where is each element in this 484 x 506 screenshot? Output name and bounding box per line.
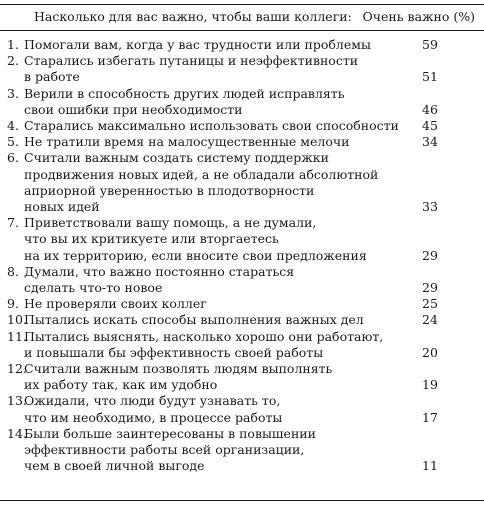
table-row bbox=[0, 150, 484, 215]
table-row bbox=[0, 215, 484, 264]
item-number: 1. bbox=[7, 37, 19, 52]
table-row bbox=[0, 296, 484, 312]
table-row bbox=[0, 329, 484, 361]
item-text: Не тратили время на малосущественные мелочи bbox=[24, 134, 350, 150]
item-value: 59 bbox=[422, 37, 438, 52]
table-row bbox=[0, 53, 484, 85]
item-value: 34 bbox=[422, 134, 438, 150]
item-number: 2. bbox=[7, 53, 19, 69]
item-number: 11. bbox=[7, 328, 27, 344]
item-text: Приветствовали вашу помощь, а не думали, что вы их критикуете или вторгаетесь на их территорию, если вносите свои предложения bbox=[24, 215, 367, 263]
table-bottom-rule bbox=[0, 500, 484, 501]
item-number: 7. bbox=[7, 215, 19, 231]
item-text: Ожидали, что люди будут узнавать то, что им необходимо, в процессе работы bbox=[24, 393, 283, 425]
item-text: Пытались выяснять, насколько хорошо они работают, и повышали бы эффективность своей работы bbox=[24, 328, 384, 360]
table-row bbox=[0, 118, 484, 134]
table-row bbox=[0, 134, 484, 150]
item-text: Старались избегать путаницы и неэффективности в работе bbox=[24, 53, 359, 85]
item-value: 17 bbox=[422, 409, 438, 425]
table-row bbox=[0, 37, 484, 53]
item-value: 25 bbox=[422, 296, 438, 312]
column-header-question: Насколько для вас важно, чтобы ваши коллеги: bbox=[34, 9, 352, 24]
item-number: 4. bbox=[7, 118, 19, 133]
table-top-rule bbox=[0, 4, 484, 5]
item-number: 8. bbox=[7, 263, 19, 279]
table-row bbox=[0, 361, 484, 393]
item-number: 3. bbox=[7, 85, 19, 101]
item-value: 29 bbox=[422, 279, 438, 295]
item-number: 6. bbox=[7, 150, 19, 166]
item-number: 5. bbox=[7, 134, 19, 150]
item-text: Считали важным позволять людям выполнять их работу так, как им удобно bbox=[24, 361, 333, 393]
item-number: 12. bbox=[7, 361, 27, 376]
item-text: Помогали вам, когда у вас трудности или проблемы bbox=[24, 37, 371, 52]
item-value: 46 bbox=[422, 101, 438, 117]
item-number: 13. bbox=[7, 393, 27, 409]
table-row bbox=[0, 264, 484, 296]
item-text: Считали важным создать систему поддержки продвижения новых идей, а не обладали абсолютной априорной уверенностью в плодотворности новых идей bbox=[24, 150, 379, 214]
item-text: Пытались искать способы выполнения важных дел bbox=[24, 312, 364, 328]
item-text: Не проверяли своих коллег bbox=[24, 296, 207, 312]
item-number: 10. bbox=[7, 312, 27, 328]
item-value: 29 bbox=[422, 247, 438, 263]
item-value: 11 bbox=[422, 458, 438, 474]
item-text: Верили в способность других людей исправлять свои ошибки при необходимости bbox=[24, 85, 345, 117]
table-row bbox=[0, 393, 484, 425]
header-rule bbox=[0, 30, 484, 31]
item-value: 24 bbox=[422, 312, 438, 328]
item-value: 33 bbox=[422, 198, 438, 214]
item-number: 14. bbox=[7, 425, 27, 441]
item-text: Думали, что важно постоянно стараться сделать что-то новое bbox=[24, 263, 295, 295]
item-value: 45 bbox=[422, 118, 438, 133]
item-text: Были больше заинтересованы в повышении эффективности работы всей организации, чем в своей личной выгоде bbox=[24, 425, 316, 474]
column-header-value: Очень важно (%) bbox=[362, 9, 475, 24]
item-text: Старались максимально использовать свои способности bbox=[24, 118, 399, 133]
table-row bbox=[0, 86, 484, 118]
item-value: 19 bbox=[422, 377, 438, 393]
item-number: 9. bbox=[7, 296, 19, 312]
table-row bbox=[0, 312, 484, 328]
item-value: 51 bbox=[422, 69, 438, 85]
table-row bbox=[0, 426, 484, 475]
item-value: 20 bbox=[422, 344, 438, 360]
